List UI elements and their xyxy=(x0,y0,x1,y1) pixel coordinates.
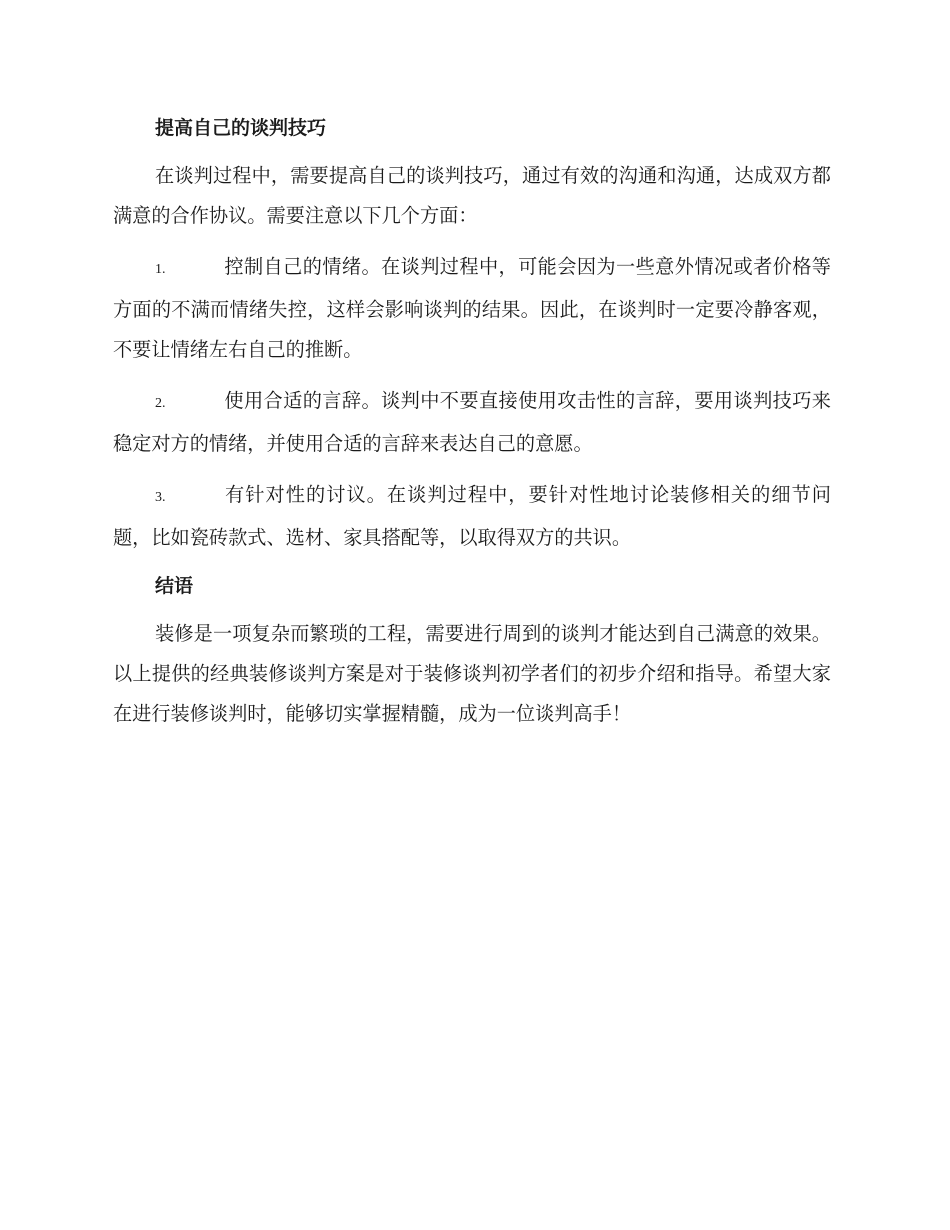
spacer xyxy=(113,464,831,475)
conclusion-paragraph: 装修是一项复杂而繁琐的工程，需要进行周到的谈判才能达到自己满意的效果。以上提供的经典装修谈判方案是对于装修谈判初学者们的初步介绍和指导。希望大家在进行装修谈判时，能够切实掌握精髓，成为一位谈判高手！ xyxy=(113,622,831,725)
document-page xyxy=(113,108,831,734)
spacer xyxy=(113,148,831,156)
spacer xyxy=(113,236,831,247)
section-heading-negotiation-skills: 提高自己的谈判技巧 xyxy=(155,117,327,139)
list-number: 1. xyxy=(155,262,166,277)
list-item-2 xyxy=(113,381,831,464)
spacer xyxy=(113,558,831,566)
list-item-3 xyxy=(113,475,831,558)
list-item-1 xyxy=(113,247,831,370)
list-item-text: 控制自己的情绪。在谈判过程中，可能会因为一些意外情况或者价格等方面的不满而情绪失控，这样会影响谈判的结果。因此，在谈判时一定要冷静客观，不要让情绪左右自己的推断。 xyxy=(113,255,831,361)
spacer xyxy=(113,370,831,381)
list-item-text: 使用合适的言辞。谈判中不要直接使用攻击性的言辞，要用谈判技巧来稳定对方的情绪，并使用合适的言辞来表达自己的意愿。 xyxy=(113,389,831,455)
section-heading-conclusion: 结语 xyxy=(155,575,194,597)
list-item-text: 有针对性的讨议。在谈判过程中，要针对性地讨论装修相关的细节问题，比如瓷砖款式、选材、家具搭配等，以取得双方的共识。 xyxy=(113,483,831,549)
spacer xyxy=(113,606,831,614)
list-number: 3. xyxy=(155,490,166,505)
intro-paragraph: 在谈判过程中，需要提高自己的谈判技巧，通过有效的沟通和沟通，达成双方都满意的合作协议。需要注意以下几个方面： xyxy=(113,164,831,227)
list-number: 2. xyxy=(155,396,166,411)
